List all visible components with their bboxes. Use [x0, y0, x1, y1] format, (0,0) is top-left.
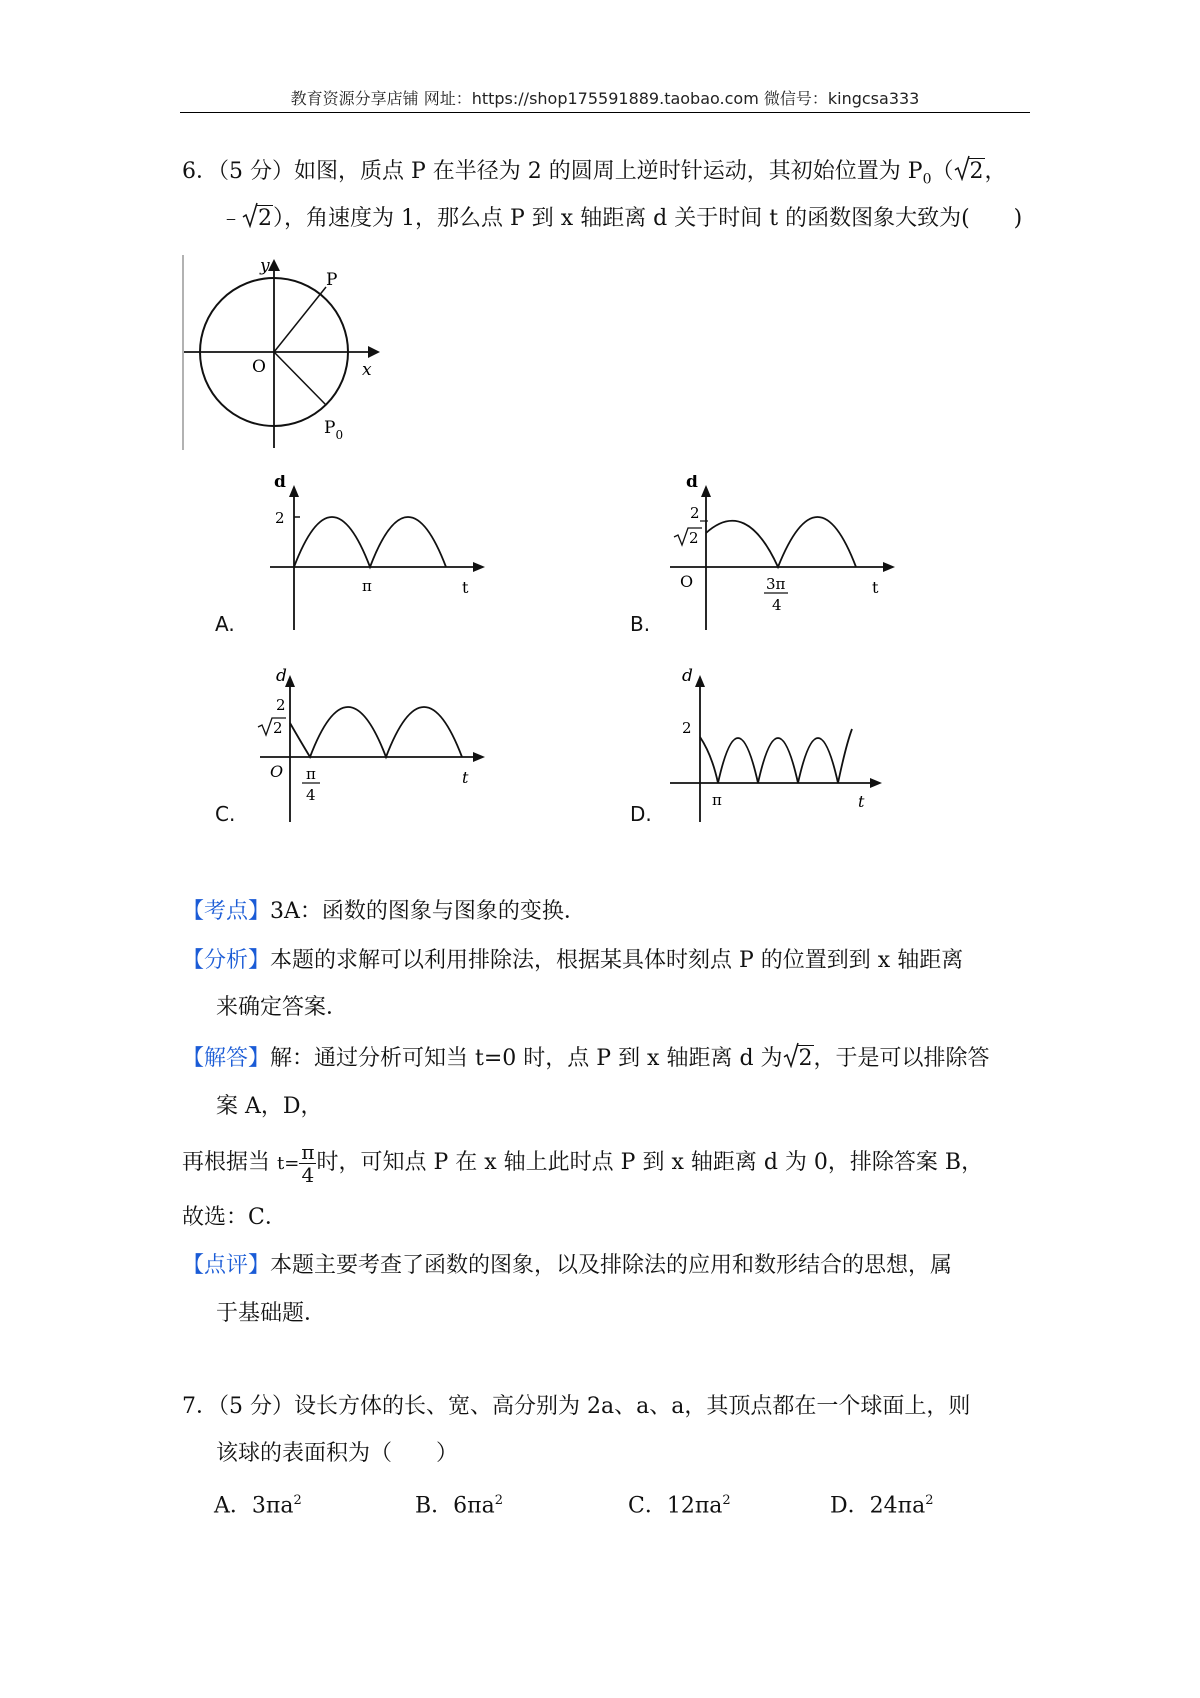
circle-figure [182, 255, 392, 450]
radius-op [274, 287, 326, 352]
t-label: t [462, 578, 469, 597]
dianping-line2: 于基础题． [216, 1301, 327, 1326]
zai-line: 再根据当 t= $\frac{\pi}{4}$ 时，可知点 P 在 x 轴上此时点 P 到 x 轴距离 d 为 0，排除答案 B， [182, 1139, 984, 1187]
fraction-pi-over-4: $\frac{\pi}{4}$ [301, 1139, 315, 1187]
kaodian-tag: 【考点】 [182, 899, 271, 924]
curve-b [706, 517, 856, 567]
option-a-graph[interactable] [250, 475, 490, 635]
sqrt-expression: 2 [954, 157, 985, 187]
point-p-label: P [326, 270, 338, 290]
option-b-graph[interactable] [660, 475, 900, 635]
t-label: t [858, 792, 865, 811]
option-d-graph[interactable] [660, 665, 900, 825]
d-axis-arrow-icon [289, 485, 299, 497]
guxuan-line: 故选：C． [182, 1205, 287, 1230]
curve-c [290, 707, 462, 757]
point-p0-label: $P_0$ [324, 418, 344, 442]
jieda-line1: 【解答】解：通过分析可知当 t=0 时，点 P 到 x 轴距离 d 为 2，于是可以排除答 [182, 1044, 990, 1074]
jieda-tag: 【解答】 [182, 1046, 271, 1071]
origin-label: O [270, 762, 284, 781]
label-sqrt2: 2 [689, 529, 699, 547]
t-axis-arrow-icon [473, 752, 485, 762]
origin-label: O [252, 357, 266, 377]
option-d-label[interactable]: D. [630, 802, 652, 826]
y-axis-arrow-icon [268, 259, 280, 271]
t-axis-arrow-icon [473, 562, 485, 572]
origin-label: O [680, 572, 694, 591]
label-2: 2 [690, 504, 700, 522]
curve-d [700, 729, 852, 783]
option-a-label[interactable]: A. [215, 612, 235, 636]
t-axis-arrow-icon [870, 778, 882, 788]
label-pi-num: π [306, 765, 316, 783]
radical-icon [954, 155, 970, 181]
option-b-label[interactable]: B. [630, 612, 651, 636]
q6-line1: 6．（5 分）如图，质点 P 在半径为 2 的圆周上逆时针运动，其初始位置为 $P_0$（ 2， [182, 157, 1007, 194]
q7-line2: 该球的表面积为（ ） [216, 1441, 459, 1466]
label-3pi-num: 3π [766, 575, 786, 593]
radical-icon [242, 202, 258, 228]
d-label: d [682, 666, 693, 686]
t-label: t [872, 578, 879, 597]
fenxi-line2: 来确定答案． [216, 995, 349, 1020]
label-2: 2 [275, 509, 285, 527]
page-header: 教育资源分享店铺 网址：https://shop175591889.taobao.com 微信号：kingcsa333 [290, 89, 920, 108]
q7-option-b[interactable]: B．$6\pi a^2$ [415, 1493, 504, 1519]
label-2: 2 [276, 696, 286, 714]
option-c-label[interactable]: C. [215, 802, 236, 826]
jieda-line2: 案 A，D， [216, 1094, 323, 1119]
fenxi-line1: 【分析】本题的求解可以利用排除法，根据某具体时刻点 P 的位置到到 x 轴距离 [182, 948, 964, 973]
label-sqrt2: 2 [273, 719, 283, 737]
label-3pi-den: 4 [772, 596, 782, 614]
x-axis-arrow-icon [368, 346, 380, 358]
q7-option-a[interactable]: A．$3\pi a^2$ [214, 1493, 302, 1519]
sqrt-expression: 2 [783, 1044, 814, 1074]
header-rule [180, 112, 1030, 113]
d-axis-arrow-icon [701, 485, 711, 497]
q6-line1-text: 6．（5 分）如图，质点 P 在半径为 2 的圆周上逆时针运动，其初始位置为 P [182, 159, 923, 184]
q7-option-d[interactable]: D．$24\pi a^2$ [830, 1493, 934, 1519]
q6-p0-sub: 0 [922, 171, 932, 188]
d-axis-arrow-icon [695, 675, 705, 687]
fenxi-tag: 【分析】 [182, 948, 271, 973]
radical-icon [783, 1042, 799, 1068]
label-2: 2 [682, 719, 692, 737]
x-axis-label: x [362, 360, 372, 380]
kaodian-line: 【考点】3A：函数的图象与图象的变换． [182, 899, 586, 924]
sqrt-expression: 2 [242, 204, 273, 234]
d-label: d [276, 666, 287, 686]
label-pi-den: 4 [306, 786, 316, 804]
y-axis-label: y [260, 256, 270, 276]
q6-line2: ﹣ 2），角速度为 1，那么点 P 到 x 轴距离 d 关于时间 t 的函数图象大致为( ) [220, 204, 1022, 234]
d-label: d [274, 475, 286, 492]
t-axis-arrow-icon [883, 562, 895, 572]
t-label: t [462, 768, 469, 787]
q7-option-c[interactable]: C．$12\pi a^2$ [628, 1493, 731, 1519]
q7-line1: 7．（5 分）设长方体的长、宽、高分别为 2a、a、a，其顶点都在一个球面上，则 [182, 1394, 971, 1419]
dianping-tag: 【点评】 [182, 1253, 271, 1278]
d-label: d [686, 475, 698, 492]
radius-op0 [274, 352, 326, 405]
label-pi: π [362, 577, 372, 595]
curve-a [294, 517, 446, 567]
option-c-graph[interactable] [250, 665, 490, 825]
q6-line1-paren: （ [931, 159, 954, 184]
dianping-line1: 【点评】本题主要考查了函数的图象，以及排除法的应用和数形结合的思想，属 [182, 1253, 953, 1278]
label-pi: π [712, 791, 722, 809]
